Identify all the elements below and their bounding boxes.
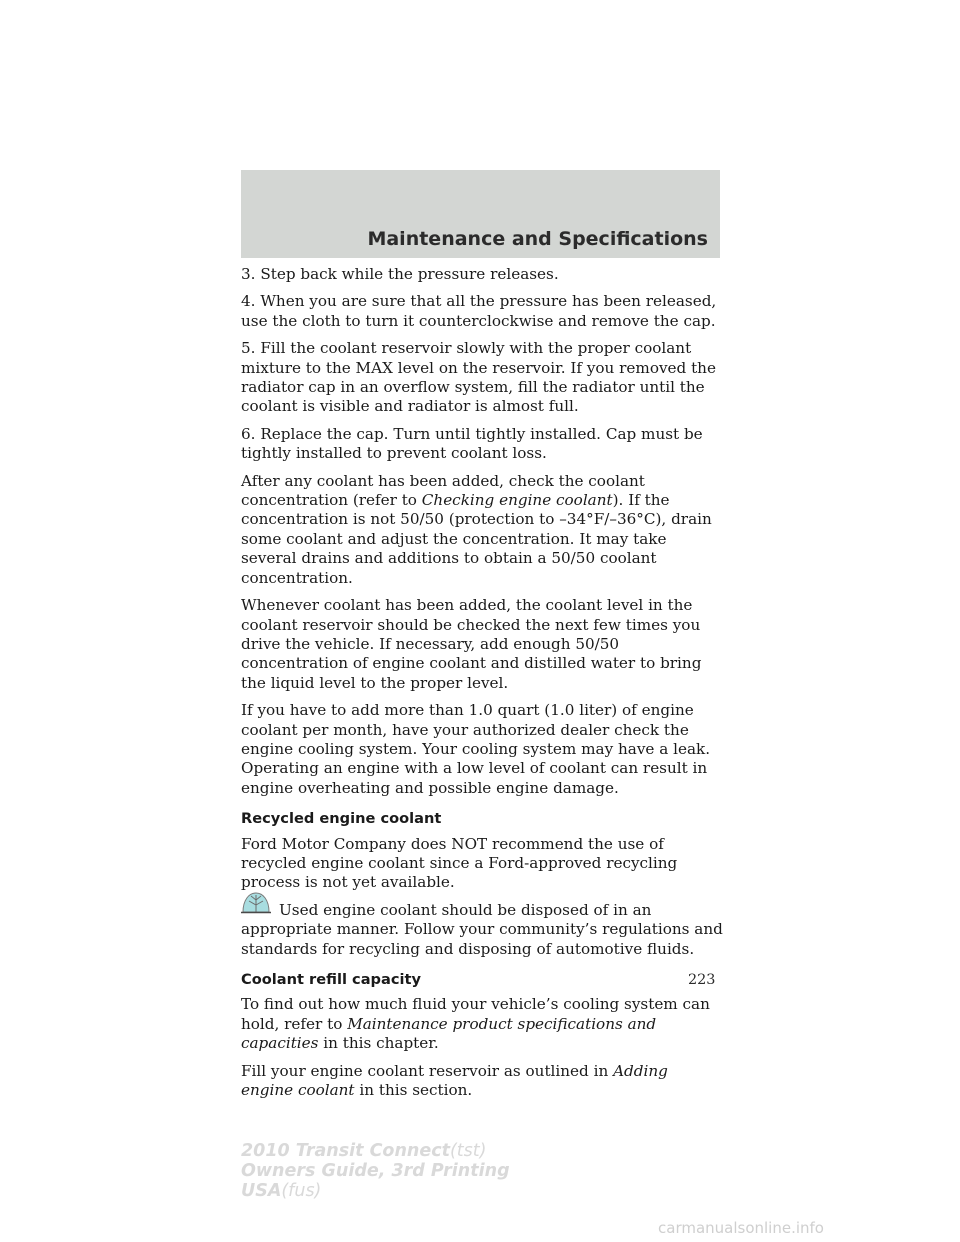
- step-3: 3. Step back while the pressure releases.: [241, 265, 559, 283]
- disposal-note: Used engine coolant should be disposed of in an appropriate manner. Follow your community’s regulations and standards for recycling and disposing of automotive fluids.: [241, 901, 723, 959]
- page-content: [241, 265, 723, 1108]
- footer-line-1: 2010 Transit Connect(tst): [241, 1141, 487, 1161]
- section-header-band: [241, 170, 720, 258]
- concentration-paragraph: After any coolant has been added, check the coolant concentration (refer to Checking engine coolant). If the concentration is not 50/50 (protection to –34°F/–36°C), drain some coolant and adjust the concentration. It may take several drains and additions to obtain a 50/50 coolant concentration.: [241, 471, 712, 587]
- section-title: Maintenance and Specifications: [367, 228, 708, 250]
- level-check-paragraph: Whenever coolant has been added, the coolant level in the coolant reservoir should be checked the next few times you drive the vehicle. If necessary, add enough 50/50 concentration of engine coolant and distilled water to bring the liquid level to the proper level.: [241, 596, 702, 692]
- recycle-tree-icon: [239, 891, 273, 917]
- page-number: 223: [688, 972, 716, 988]
- leak-warning-paragraph: If you have to add more than 1.0 quart (1.0 liter) of engine coolant per month, have your authorized dealer check the engine cooling system. Your cooling system may have a leak. Operating an engine with a low level of coolant can result in engine overheating and possible engine damage.: [241, 701, 711, 797]
- footer-line-3: USA(fus): [241, 1181, 322, 1201]
- reference-checking-coolant: Checking engine coolant: [421, 491, 613, 510]
- reference-capacities: Maintenance product specifications and capacities: [241, 1014, 657, 1053]
- fill-reservoir-paragraph: Fill your engine coolant reservoir as outlined in Adding engine coolant in this section.: [241, 1061, 668, 1100]
- step-5: 5. Fill the coolant reservoir slowly with the proper coolant mixture to the MAX level on the reservoir. If you removed the radiator cap in an overflow system, fill the radiator until the coolant is visible and radiator is almost full.: [241, 339, 716, 416]
- step-4: 4. When you are sure that all the pressure has been released, use the cloth to turn it counterclockwise and remove the cap.: [241, 292, 717, 330]
- reference-adding-coolant: Adding engine coolant: [241, 1061, 668, 1100]
- document-footer: [241, 1141, 510, 1201]
- watermark: carmanualsonline.info: [658, 1219, 824, 1237]
- heading-recycled-coolant: Recycled engine coolant: [241, 810, 442, 828]
- refill-capacity-paragraph: To find out how much fluid your vehicle’s cooling system can hold, refer to Maintenance product specifications and capacities in this chapter.: [241, 995, 710, 1053]
- step-6: 6. Replace the cap. Turn until tightly installed. Cap must be tightly installed to prevent coolant loss.: [241, 424, 703, 463]
- footer-line-2: Owners Guide, 3rd Printing: [241, 1161, 510, 1181]
- recycled-coolant-paragraph: Ford Motor Company does NOT recommend the use of recycled engine coolant since a Ford-approved recycling process is not yet available.: [241, 834, 678, 892]
- heading-refill-capacity: Coolant refill capacity: [241, 971, 421, 988]
